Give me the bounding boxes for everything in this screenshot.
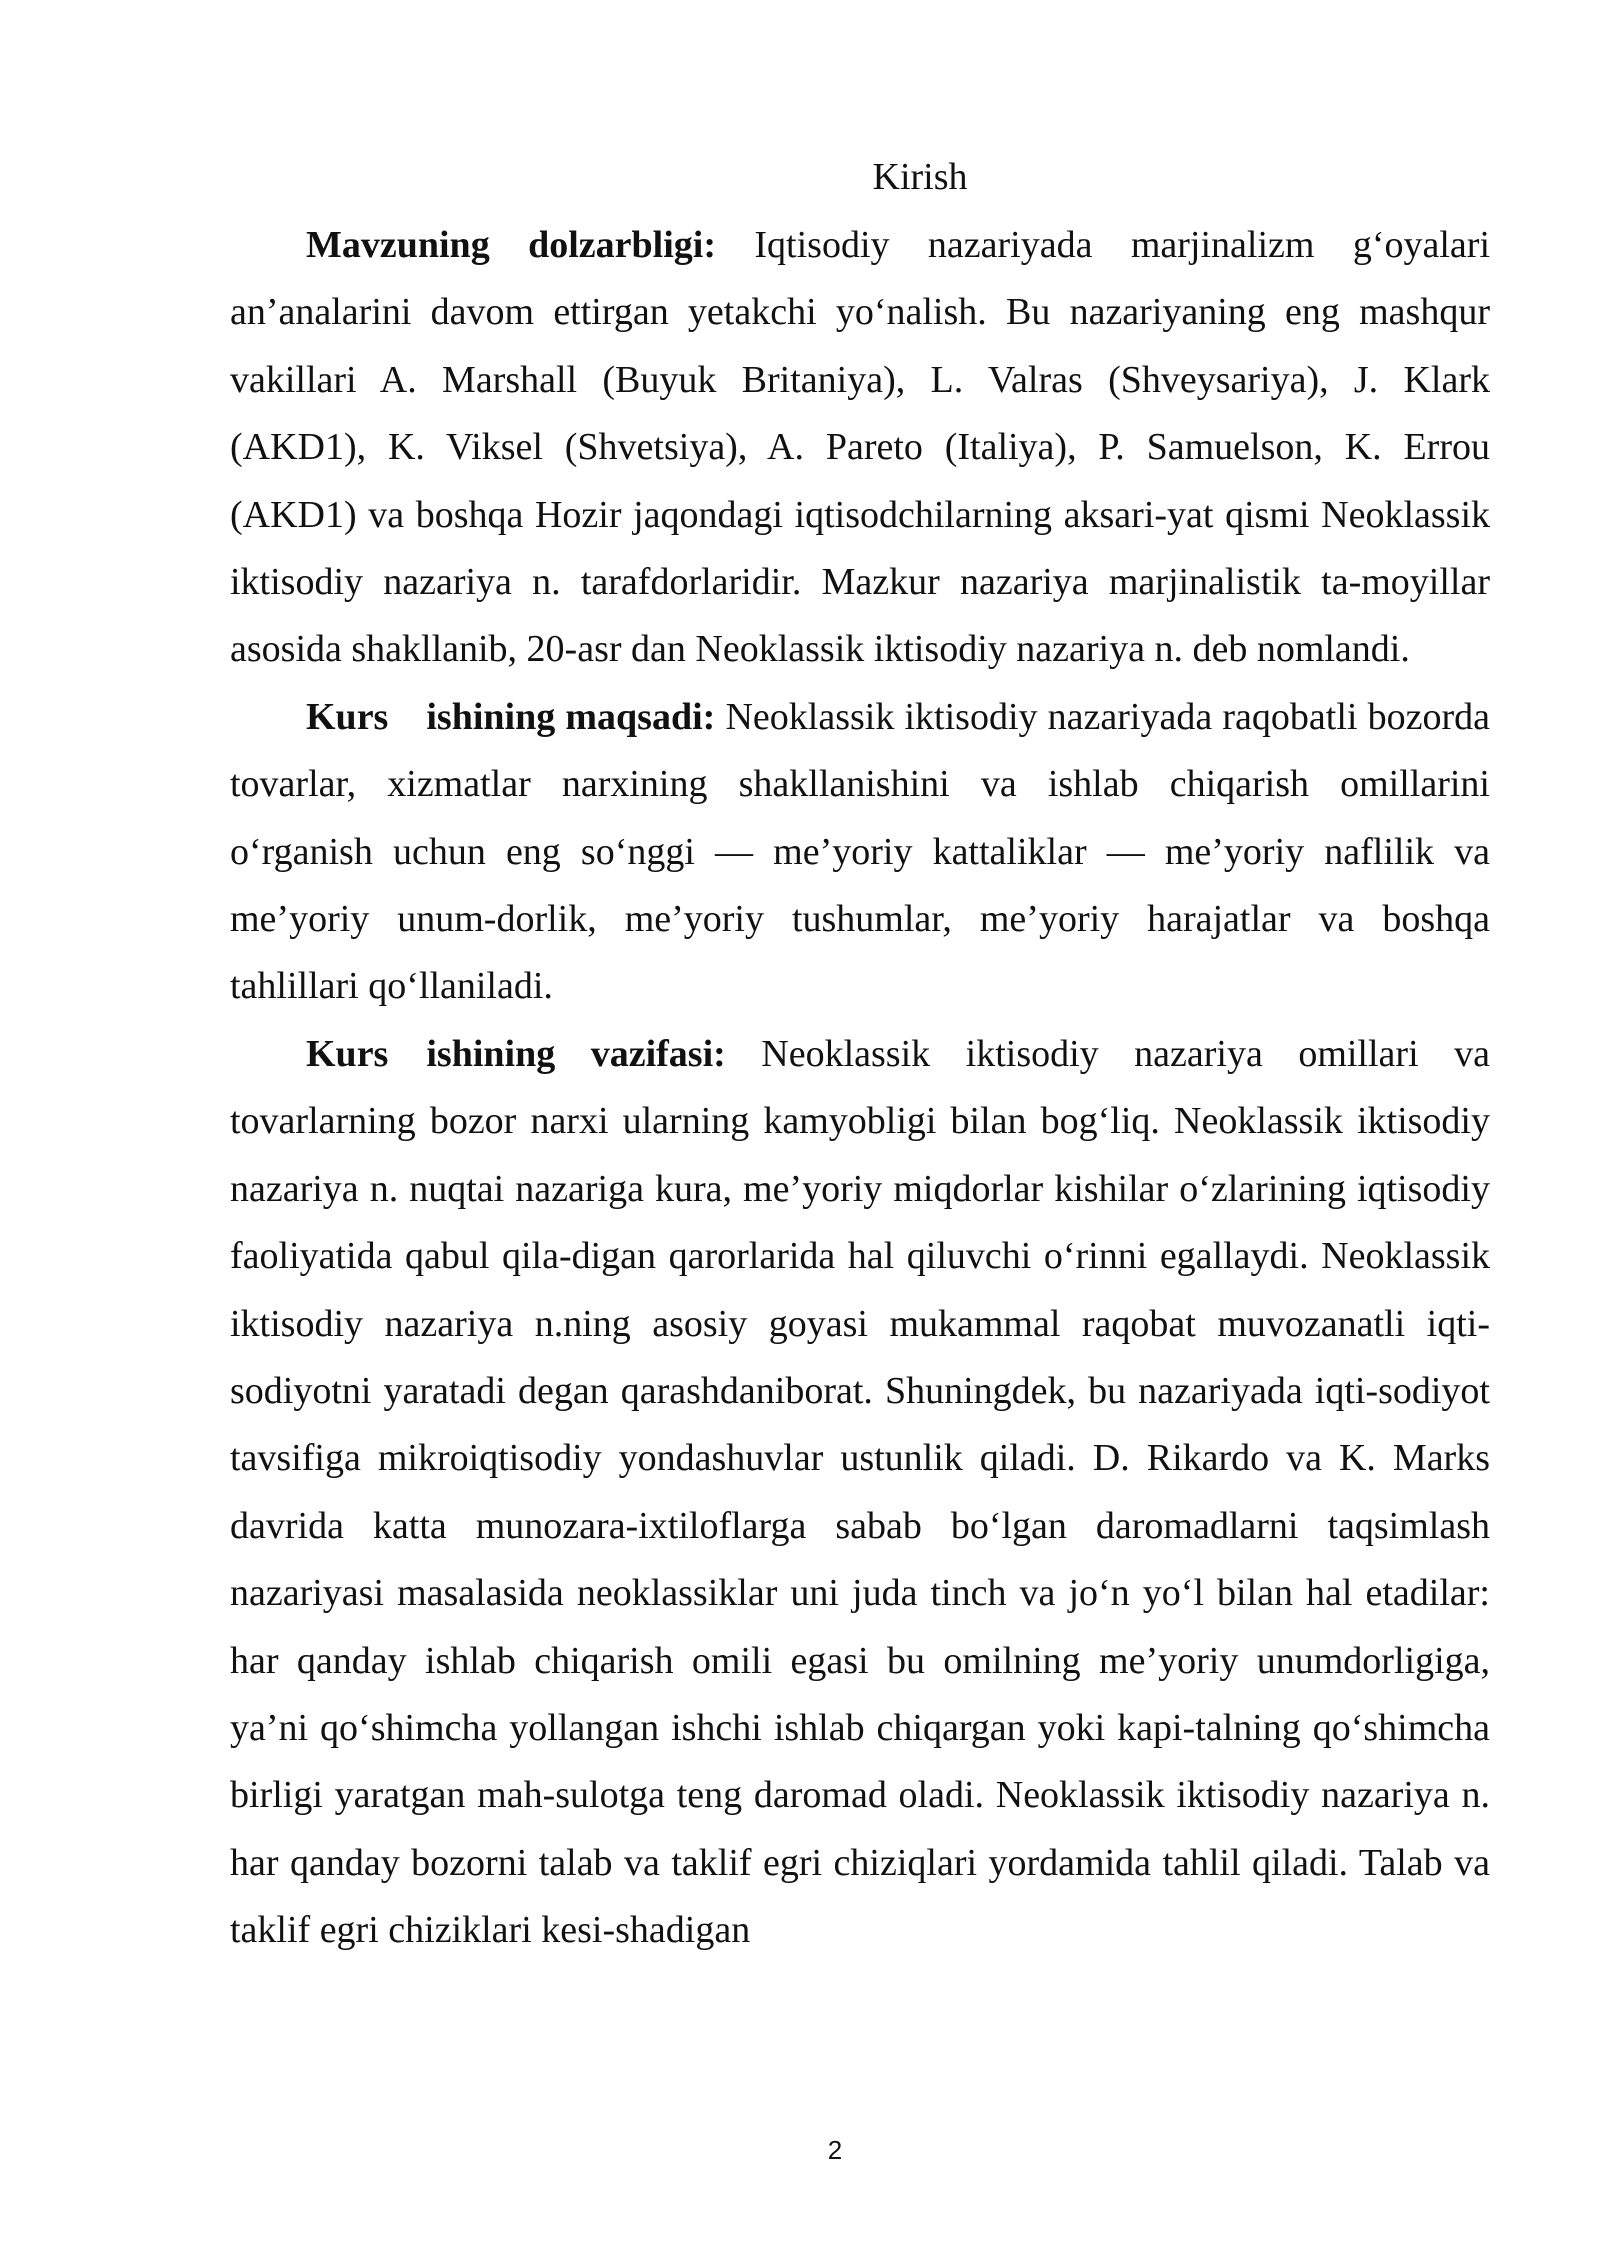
paragraph-lead-word: Kurs xyxy=(306,1032,389,1075)
paragraph-goal xyxy=(230,684,1490,1021)
paragraph-lead-word: Kurs xyxy=(306,695,389,738)
paragraph-lead: ishining vazifasi: xyxy=(426,1032,726,1075)
page-title: Kirish xyxy=(872,156,968,198)
paragraph-relevance xyxy=(230,212,1490,684)
paragraph-text: Neoklassik iktisodiy nazariya omillari va tovarlarning bozor narxi ularning kamyobligi bilan bog‘liq. Neoklassik iktisodiy nazariya n. nuqtai nazariga kura, me’yoriy miqdorlar kishilar o‘zlarining iqtisodiy faoliyatida qabul qila-digan qarorlarida hal qiluvchi o‘rinni egallaydi. Neoklassik iktisodiy nazariya n.ning asosiy goyasi mukammal raqobat muvozanatli iqti-sodiyotni yaratadi degan qarashdaniborat. Shuningdek, bu nazariyada iqti-sodiyot tavsifiga mikroiqtisodiy yondashuvlar ustunlik qiladi. D. Rikardo va K. Marks davrida katta munozara-ixtiloflarga sabab bo‘lgan daromadlarni taqsimlash nazariyasi masalasida neoklassiklar uni juda tinch va jo‘n yo‘l bilan hal etadilar: har qanday ishlab chiqarish omili egasi bu omilning me’yoriy unumdorligiga, ya’ni qo‘shimcha yollangan ishchi ishlab chiqargan yoki kapi-talning qo‘shimcha birligi yaratgan mah-sulotga teng daromad oladi. Neoklassik iktisodiy nazariya n. har qanday bozorni talab va taklif egri chiziqlari yordamida tahlil qiladi. Talab va taklif egri chiziklari kesi-shadigan xyxy=(230,1032,1490,1952)
paragraph-text: Neoklassik iktisodiy nazariyada raqobatli bozorda tovarlar, xizmatlar narxining shakllanishini va ishlab chiqarish omillarini o‘rganish uchun eng so‘nggi — me’yoriy kattaliklar — me’yoriy naflilik va me’yoriy unum-dorlik, me’yoriy tushumlar, me’yoriy harajatlar va boshqa tahlillari qo‘llaniladi. xyxy=(230,695,1490,1008)
page-content xyxy=(230,145,1490,1965)
paragraph-lead: Mavzuning dolzarbligi: xyxy=(306,224,716,266)
page-number: 2 xyxy=(827,2135,843,2165)
paragraph-tasks xyxy=(230,1021,1490,1965)
paragraph-lead: ishining maqsadi: xyxy=(426,695,716,738)
paragraph-text: Iqtisodiy nazariyada marjinalizm g‘oyalari an’analarini davom ettirgan yetakchi yo‘nalish. Bu nazariyaning eng mashqur vakillari A. Marshall (Buyuk Britaniya), L. Valras (Shveysariya), J. Klark (AKD1), K. Viksel (Shvetsiya), A. Pareto (Italiya), P. Samuelson, K. Errou (AKD1) va boshqa Hozir jaqondagi iqtisodchilarning aksari-yat qismi Neoklassik iktisodiy nazariya n. tarafdorlaridir. Mazkur nazariya marjinalistik ta-moyillar asosida shakllanib, 20-asr dan Neoklassik iktisodiy nazariya n. deb nomlandi. xyxy=(230,224,1490,671)
